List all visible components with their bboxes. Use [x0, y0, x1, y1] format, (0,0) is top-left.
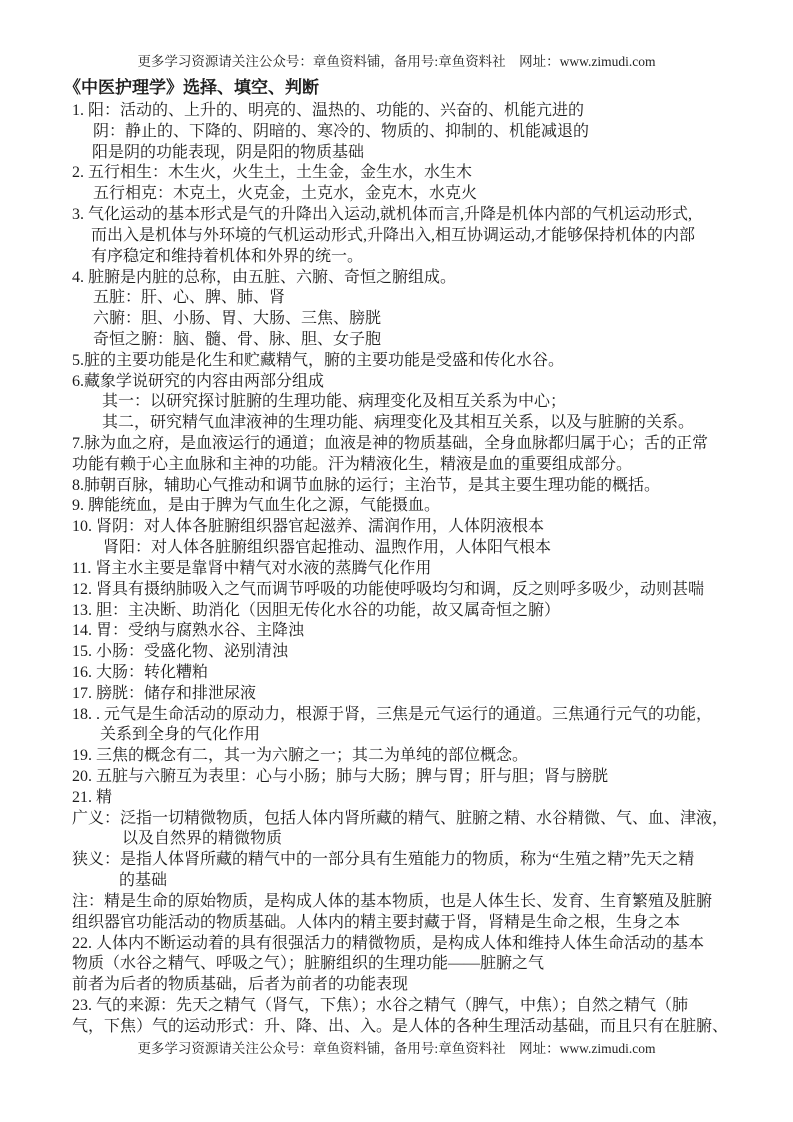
text-line: 10. 肾阴：对人体各脏腑组织器官起滋养、濡润作用，人体阴液根本: [72, 518, 545, 536]
text-line: 21. 精: [72, 788, 113, 806]
header-promo-text: 更多学习资源请关注公众号：章鱼资料铺，备用号:章鱼资料社 网址：www.zimudi.com: [137, 54, 656, 69]
text-line: 1. 阳：活动的、上升的、明亮的、温热的、功能的、兴奋的、机能亢进的: [72, 102, 585, 119]
document-body: [72, 101, 763, 1038]
text-line: 12. 肾具有摄纳肺吸入之气而调节呼吸的功能使呼吸均匀和调，反之则呼多吸少，动则甚喘: [72, 580, 705, 598]
text-line: 4. 脏腑是内脏的总称，由五脏、六腑、奇恒之腑组成。: [72, 268, 457, 286]
text-line: 18. . 元气是生命活动的原动力，根源于肾，三焦是元气运行的通道。三焦通行元气的功能，: [72, 705, 713, 723]
text-line: 20. 五脏与六腑互为表里：心与小肠；肺与大肠；脾与胃；肝与胆；肾与膀胱: [72, 768, 609, 785]
text-line: 的基础: [119, 872, 168, 890]
text-line: 组织器官功能活动的物质基础。人体内的精主要封藏于肾，肾精是生命之根，生身之本: [72, 913, 681, 931]
text-line: 功能有赖于心主血脉和主神的功能。汗为精液化生，精液是血的重要组成部分。: [72, 455, 633, 473]
text-line: 8.肺朝百脉，辅助心气推动和调节血脉的运行；主治节，是其主要生理功能的概括。: [72, 476, 661, 494]
text-line: 13. 胆：主决断、助消化（因胆无传化水谷的功能，故又属奇恒之腑）: [72, 601, 561, 619]
text-line: 9. 脾能统血，是由于脾为气血生化之源，气能摄血。: [72, 497, 441, 515]
text-line: 2. 五行相生：木生火，火生土，土生金，金生水，水生木: [72, 164, 473, 182]
text-line: 6.藏象学说研究的内容由两部分组成: [72, 372, 325, 390]
text-line: 奇恒之腑：脑、髓、骨、脉、胆、女子胞: [93, 330, 382, 348]
footer-promo-text: 更多学习资源请关注公众号：章鱼资料铺，备用号:章鱼资料社 网址：www.zimudi.com: [137, 1041, 656, 1056]
text-line: 肾阳：对人体各脏腑组织器官起推动、温煦作用，人体阳气根本: [103, 539, 552, 557]
text-line: 阳是阴的功能表现，阴是阳的物质基础: [92, 143, 365, 161]
text-line: 14. 胃：受纳与腐熟水谷、主降浊: [72, 622, 305, 640]
text-line: 六腑：胆、小肠、胃、大肠、三焦、膀胱: [93, 310, 382, 328]
text-line: 其一：以研究探讨脏腑的生理功能、病理变化及相互关系为中心；: [102, 393, 567, 411]
text-line: 以及自然界的精微物质: [122, 830, 283, 848]
text-line: 注：精是生命的原始物质，是构成人体的基本物质，也是人体生长、发育、生育繁殖及脏腑: [72, 892, 713, 910]
text-line: 而出入是机体与外环境的气机运动形式,升降出入,相互协调运动,才能够保持机体的内部: [91, 226, 696, 244]
text-line: 7.脉为血之府，是血液运行的通道；血液是神的物质基础，全身血脉都归属于心；舌的正常: [72, 435, 709, 452]
page-title: 《中医护理学》选择、填空、判断: [64, 78, 319, 97]
text-line: 阴：静止的、下降的、阴暗的、寒冷的、物质的、抑制的、机能减退的: [93, 122, 590, 140]
text-line: 3. 气化运动的基本形式是气的升降出入运动,就机体而言,升降是机体内部的气机运动形式,: [72, 206, 693, 224]
text-line: 19. 三焦的概念有二，其一为六腑之一；其二为单纯的部位概念。: [72, 747, 529, 765]
text-line: 15. 小肠：受盛化物、泌别清浊: [72, 643, 289, 661]
text-line: 11. 肾主水主要是靠肾中精气对水液的蒸腾气化作用: [72, 559, 432, 577]
text-line: 5.脏的主要功能是化生和贮藏精气，腑的主要功能是受盛和传化水谷。: [72, 351, 565, 369]
text-line: 五脏：肝、心、脾、肺、肾: [93, 289, 286, 307]
text-line: 前者为后者的物质基础，后者为前者的功能表现: [72, 976, 409, 994]
text-line: 物质（水谷之精气、呼吸之气）；脏腑组织的生理功能——脏腑之气: [72, 955, 545, 973]
text-line: 22. 人体内不断运动着的具有很强活力的精微物质，是构成人体和维持人体生命活动的基本: [72, 934, 705, 952]
text-line: 23. 气的来源：先天之精气（肾气，下焦）；水谷之精气（脾气，中焦）；自然之精气（肺: [72, 996, 689, 1014]
text-line: 16. 大肠：转化糟粕: [72, 663, 209, 681]
text-line: 关系到全身的气化作用: [100, 726, 261, 744]
text-line: 广义：泛指一切精微物质，包括人体内肾所藏的精气、脏腑之精、水谷精微、气、血、津液，: [72, 809, 729, 827]
text-line: 五行相克：木克土，火克金，土克水，金克木，水克火: [93, 185, 478, 203]
text-line: 其二，研究精气血津液神的生理功能、病理变化及其相互关系，以及与脏腑的关系。: [102, 414, 695, 432]
text-line: 狭义：是指人体肾所藏的精气中的一部分具有生殖能力的物质，称为“生殖之精”先天之精: [72, 851, 695, 869]
text-line: 气，下焦）气的运动形式：升、降、出、入。是人体的各种生理活动基础，而且只有在脏腑、: [72, 1017, 729, 1035]
text-line: 17. 膀胱：储存和排泄尿液: [72, 684, 257, 702]
text-line: 有序稳定和维持着机体和外界的统一。: [91, 247, 364, 265]
